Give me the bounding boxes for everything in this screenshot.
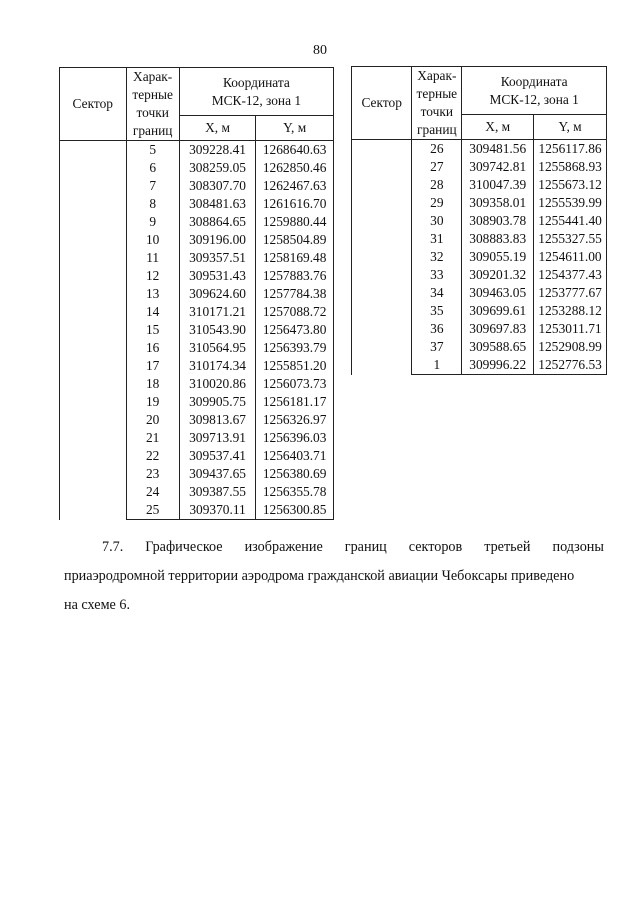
point-number-cell: 13 (126, 285, 179, 303)
coordinates-table-right (351, 66, 607, 375)
x-coordinate-cell: 309742.81 (462, 158, 534, 176)
header-sector: Сектор (60, 68, 127, 141)
point-number-cell: 25 (126, 501, 179, 520)
x-coordinate-cell: 309370.11 (179, 501, 256, 520)
y-coordinate-cell: 1255441.40 (534, 212, 607, 230)
y-coordinate-cell: 1256403.71 (256, 447, 334, 465)
y-coordinate-cell: 1256117.86 (534, 140, 607, 159)
paragraph-first-line (64, 533, 604, 562)
x-coordinate-cell: 309357.51 (179, 249, 256, 267)
point-number-cell: 5 (126, 141, 179, 160)
y-coordinate-cell: 1253777.67 (534, 284, 607, 302)
x-coordinate-cell: 309531.43 (179, 267, 256, 285)
page-number: 80 (313, 43, 327, 58)
y-coordinate-cell: 1257784.38 (256, 285, 334, 303)
x-coordinate-cell: 308883.83 (462, 230, 534, 248)
sector-cell (352, 140, 412, 375)
header-y: Y, м (256, 116, 334, 141)
point-number-cell: 31 (412, 230, 462, 248)
point-number-cell: 1 (412, 356, 462, 375)
y-coordinate-cell: 1255327.55 (534, 230, 607, 248)
point-number-cell: 30 (412, 212, 462, 230)
header-coordinate-system (462, 67, 607, 115)
y-coordinate-cell: 1268640.63 (256, 141, 334, 160)
y-coordinate-cell: 1257883.76 (256, 267, 334, 285)
x-coordinate-cell: 309228.41 (179, 141, 256, 160)
y-coordinate-cell: 1256326.97 (256, 411, 334, 429)
point-number-cell: 6 (126, 159, 179, 177)
point-number-cell: 21 (126, 429, 179, 447)
table-row (60, 141, 334, 160)
header-points-line: точки (136, 105, 169, 120)
point-number-cell: 10 (126, 231, 179, 249)
coordinates-table-left (59, 67, 334, 520)
y-coordinate-cell: 1256181.17 (256, 393, 334, 411)
y-coordinate-cell: 1256355.78 (256, 483, 334, 501)
point-number-cell: 7 (126, 177, 179, 195)
x-coordinate-cell: 309196.00 (179, 231, 256, 249)
x-coordinate-cell: 308903.78 (462, 212, 534, 230)
y-coordinate-cell: 1256073.73 (256, 375, 334, 393)
header-points-line: точки (420, 104, 454, 119)
header-points-line: терные (416, 86, 458, 101)
table-row (352, 140, 607, 159)
y-coordinate-cell: 1261616.70 (256, 195, 334, 213)
point-number-cell: 18 (126, 375, 179, 393)
header-x: Х, м (462, 115, 534, 140)
x-coordinate-cell: 310543.90 (179, 321, 256, 339)
paragraph-number: 7.7. (102, 539, 124, 555)
x-coordinate-cell: 308864.65 (179, 213, 256, 231)
header-coordinate-line: Координата (500, 73, 568, 89)
header-points-line: терные (132, 87, 173, 102)
section-paragraph (64, 533, 604, 620)
header-coordinate-system (179, 68, 333, 116)
y-coordinate-cell: 1259880.44 (256, 213, 334, 231)
point-number-cell: 26 (412, 140, 462, 159)
x-coordinate-cell: 309387.55 (179, 483, 256, 501)
y-coordinate-cell: 1258169.48 (256, 249, 334, 267)
y-coordinate-cell: 1253011.71 (534, 320, 607, 338)
point-number-cell: 9 (126, 213, 179, 231)
y-coordinate-cell: 1262467.63 (256, 177, 334, 195)
header-coordinate-line: МСК-12, зона 1 (211, 92, 302, 108)
x-coordinate-cell: 308259.05 (179, 159, 256, 177)
y-coordinate-cell: 1256393.79 (256, 339, 334, 357)
point-number-cell: 24 (126, 483, 179, 501)
y-coordinate-cell: 1255851.20 (256, 357, 334, 375)
header-points-line: Харак- (133, 69, 173, 84)
paragraph-word: изображение (244, 539, 323, 555)
header-coordinate-line: МСК-12, зона 1 (489, 91, 579, 107)
y-coordinate-cell: 1255673.12 (534, 176, 607, 194)
paragraph-word: третьей (484, 539, 531, 555)
y-coordinate-cell: 1252776.53 (534, 356, 607, 375)
x-coordinate-cell: 309588.65 (462, 338, 534, 356)
point-number-cell: 32 (412, 248, 462, 266)
header-y: Y, м (534, 115, 607, 140)
header-points-line: границ (132, 123, 173, 138)
point-number-cell: 19 (126, 393, 179, 411)
y-coordinate-cell: 1258504.89 (256, 231, 334, 249)
header-boundary-points (412, 67, 462, 140)
x-coordinate-cell: 310047.39 (462, 176, 534, 194)
paragraph-word: секторов (408, 539, 463, 555)
y-coordinate-cell: 1255539.99 (534, 194, 607, 212)
x-coordinate-cell: 309713.91 (179, 429, 256, 447)
point-number-cell: 15 (126, 321, 179, 339)
paragraph-word: подзоны (552, 539, 604, 555)
x-coordinate-cell: 310020.86 (179, 375, 256, 393)
x-coordinate-cell: 309624.60 (179, 285, 256, 303)
x-coordinate-cell: 310171.21 (179, 303, 256, 321)
sector-cell (60, 141, 127, 520)
point-number-cell: 14 (126, 303, 179, 321)
header-points-line: Харак- (417, 68, 457, 83)
x-coordinate-cell: 309201.32 (462, 266, 534, 284)
y-coordinate-cell: 1256473.80 (256, 321, 334, 339)
point-number-cell: 23 (126, 465, 179, 483)
x-coordinate-cell: 309905.75 (179, 393, 256, 411)
y-coordinate-cell: 1252908.99 (534, 338, 607, 356)
x-coordinate-cell: 310174.34 (179, 357, 256, 375)
x-coordinate-cell: 308481.63 (179, 195, 256, 213)
paragraph-word: границ (344, 539, 387, 555)
header-boundary-points (126, 68, 179, 141)
point-number-cell: 12 (126, 267, 179, 285)
table-body (352, 140, 607, 375)
point-number-cell: 35 (412, 302, 462, 320)
x-coordinate-cell: 309996.22 (462, 356, 534, 375)
header-points-line: границ (417, 122, 457, 137)
x-coordinate-cell: 309813.67 (179, 411, 256, 429)
header-sector: Сектор (352, 67, 412, 140)
x-coordinate-cell: 309463.05 (462, 284, 534, 302)
y-coordinate-cell: 1262850.46 (256, 159, 334, 177)
point-number-cell: 27 (412, 158, 462, 176)
y-coordinate-cell: 1253288.12 (534, 302, 607, 320)
x-coordinate-cell: 308307.70 (179, 177, 256, 195)
point-number-cell: 34 (412, 284, 462, 302)
y-coordinate-cell: 1254611.00 (534, 248, 607, 266)
x-coordinate-cell: 309437.65 (179, 465, 256, 483)
point-number-cell: 20 (126, 411, 179, 429)
point-number-cell: 11 (126, 249, 179, 267)
point-number-cell: 36 (412, 320, 462, 338)
point-number-cell: 33 (412, 266, 462, 284)
x-coordinate-cell: 309697.83 (462, 320, 534, 338)
paragraph-line: приаэродромной территории аэродрома гражданской авиации Чебоксары приведено (64, 568, 575, 584)
paragraph-line: на схеме 6. (64, 597, 131, 613)
point-number-cell: 22 (126, 447, 179, 465)
point-number-cell: 8 (126, 195, 179, 213)
point-number-cell: 29 (412, 194, 462, 212)
y-coordinate-cell: 1256380.69 (256, 465, 334, 483)
y-coordinate-cell: 1257088.72 (256, 303, 334, 321)
header-coordinate-line: Координата (222, 74, 290, 90)
y-coordinate-cell: 1256396.03 (256, 429, 334, 447)
x-coordinate-cell: 310564.95 (179, 339, 256, 357)
y-coordinate-cell: 1255868.93 (534, 158, 607, 176)
x-coordinate-cell: 309481.56 (462, 140, 534, 159)
x-coordinate-cell: 309699.61 (462, 302, 534, 320)
point-number-cell: 16 (126, 339, 179, 357)
header-x: Х, м (179, 116, 256, 141)
point-number-cell: 17 (126, 357, 179, 375)
paragraph-word: Графическое (145, 539, 223, 555)
point-number-cell: 37 (412, 338, 462, 356)
y-coordinate-cell: 1256300.85 (256, 501, 334, 520)
x-coordinate-cell: 309358.01 (462, 194, 534, 212)
point-number-cell: 28 (412, 176, 462, 194)
y-coordinate-cell: 1254377.43 (534, 266, 607, 284)
x-coordinate-cell: 309055.19 (462, 248, 534, 266)
x-coordinate-cell: 309537.41 (179, 447, 256, 465)
table-body (60, 141, 334, 520)
